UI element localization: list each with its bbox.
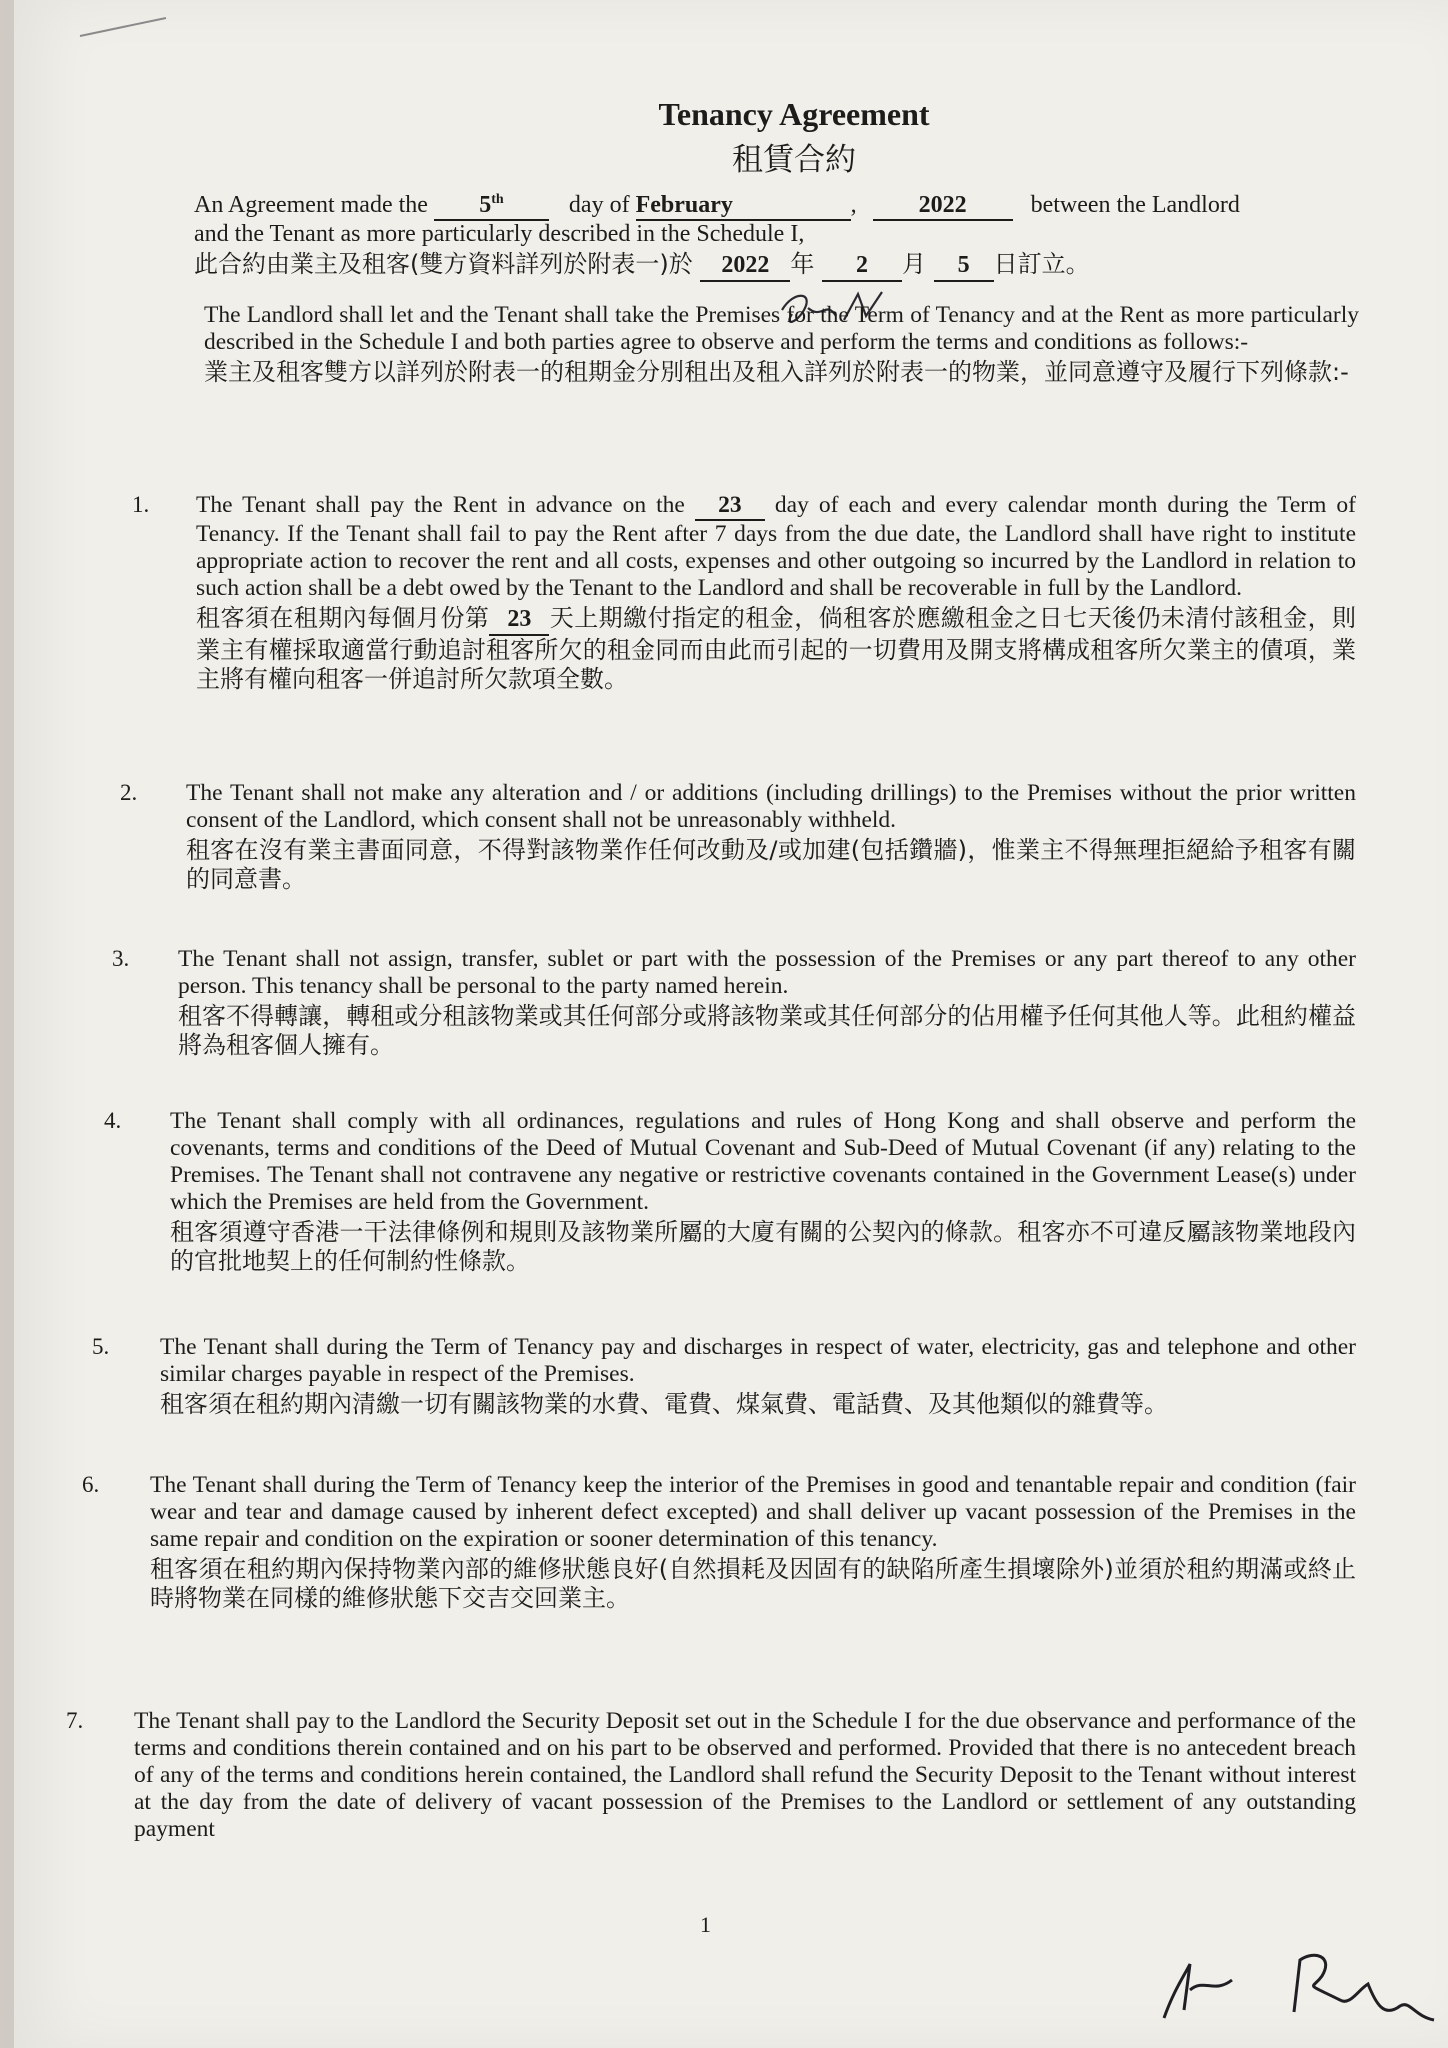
clause-3-number: 3. [112,946,130,971]
clause-1-number: 1. [132,492,150,517]
document-page [14,0,1448,2048]
page-number: 1 [700,1912,711,1937]
intro-line-1: An Agreement made the 5th day of February , 2022 between the Landlord [194,186,1344,221]
year-field: 2022 [873,192,1013,221]
agreement-intro [194,186,1344,282]
signature-marks [1144,1920,1444,2048]
title-english: Tenancy Agreement [658,96,930,132]
clause-2: The Tenant shall not make any alteration and / or additions (including drillings) to the Premises without the prior written consent of the Landlord, which consent shall not be unreasonably withheld. 租客在沒有業主書面同意，不得對該物業作任何改動及/或加建(包括鑽牆)，惟業主不得無理拒絕給予租客有關的同意書。 [186,780,1356,893]
clause-4-number: 4. [104,1108,122,1133]
zh-day-field: 5 [934,251,994,282]
zh-year-field: 2022 [700,251,790,282]
pen-stroke-mark [74,12,174,42]
intro-line-2: and the Tenant as more particularly described in the Schedule I, [194,221,805,247]
clause-6: The Tenant shall during the Term of Tenancy keep the interior of the Premises in good and tenantable repair and condition (fair wear and tear and damage caused by inherent defect excepted) and shall deliver up vacant possession of the Premises in the same repair and condition on the expiration or sooner determination of this tenancy. 租客須在租約期內保持物業內部的維修狀態良好(自然損耗及因固有的缺陷所產生損壞除外)並須於租約期滿或終止時將物業在同樣的維修狀態下交吉交回業主。 [150,1472,1356,1612]
clause-4: The Tenant shall comply with all ordinances, regulations and rules of Hong Kong and shall observe and perform the covenants, terms and conditions of the Deed of Mutual Covenant and Sub-Deed of Mutual Covenant (if any) relating to the Premises. The Tenant shall not contravene any negative or restrictive covenants contained in the Government Lease(s) under which the Premises are held from the Government. 租客須遵守香港一干法律條例和規則及該物業所屬的大廈有關的公契內的條款。租客亦不可違反屬該物業地段內的官批地契上的任何制約性條款。 [170,1108,1356,1275]
day-field: 5th [434,186,549,221]
rent-day-field-zh: 23 [489,605,549,636]
clause-7-number: 7. [66,1708,84,1733]
clause-1: The Tenant shall pay the Rent in advance on the 23 day of each and every calendar month during the Term of Tenancy. If the Tenant shall fail to pay the Rent after 7 days from the due date, the Landlord shall have right to institute appropriate action to recover the rent and all costs, expenses and other outgoing so incurred by the Landlord in relation to such action shall be a debt owed by the Tenant to the Landlord and shall be recoverable in full by the Landlord. 租客須在租期內每個月份第 23 天上期繳付指定的租金，倘租客於應繳租金之日七天後仍未清付該租金，則業主有權採取適當行動追討租客所欠的租金同而由此而引起的一切費用及開支將構成租客所欠業主的債項，業主將有權向租客一併追討所欠款項全數。 [196,492,1357,693]
intro-line-zh: 此合約由業主及租客(雙方資料詳列於附表一)於 2022 年 2 月 5 日訂立。 [194,250,1344,282]
clause-6-number: 6. [82,1472,100,1497]
clause-5: The Tenant shall during the Term of Tenancy pay and discharges in respect of water, electricity, gas and telephone and other similar charges payable in respect of the Premises. 租客須在租約期內清繳一切有關該物業的水費、電費、煤氣費、電話費、及其他類似的雜費等。 [160,1334,1356,1418]
clause-7: The Tenant shall pay to the Landlord the Security Deposit set out in the Schedule I for the due observance and performance of the terms and conditions therein contained and on his part to be observed and performed. Provided that there is no antecedent breach of any of the terms and conditions herein contained, the Landlord shall refund the Security Deposit to the Tenant without interest at the day from the date of delivery of vacant possession of the Premises to the Landlord or settlement of any outstanding payment [134,1708,1356,1842]
lead-paragraph: The Landlord shall let and the Tenant shall take the Premises for the Term of Tenancy and at the Rent as more particularly described in the Schedule I and both parties agree to observe and perform the terms and conditions as follows:- 業主及租客雙方以詳列於附表一的租期金分別租出及租入詳列於附表一的物業，並同意遵守及履行下列條款:- [204,302,1359,386]
clause-2-number: 2. [120,780,138,805]
rent-day-field: 23 [695,492,765,521]
clause-3: The Tenant shall not assign, transfer, sublet or part with the possession of the Premises or any part thereof to any other person. This tenancy shall be personal to the party named herein. 租客不得轉讓，轉租或分租該物業或其任何部分或將該物業或其任何部分的佔用權予任何其他人等。此租約權益將為租客個人擁有。 [178,946,1356,1059]
zh-month-field: 2 [822,251,902,282]
clause-5-number: 5. [92,1334,110,1359]
title-chinese: 租賃合約 [732,142,856,178]
month-field: February [636,192,851,221]
